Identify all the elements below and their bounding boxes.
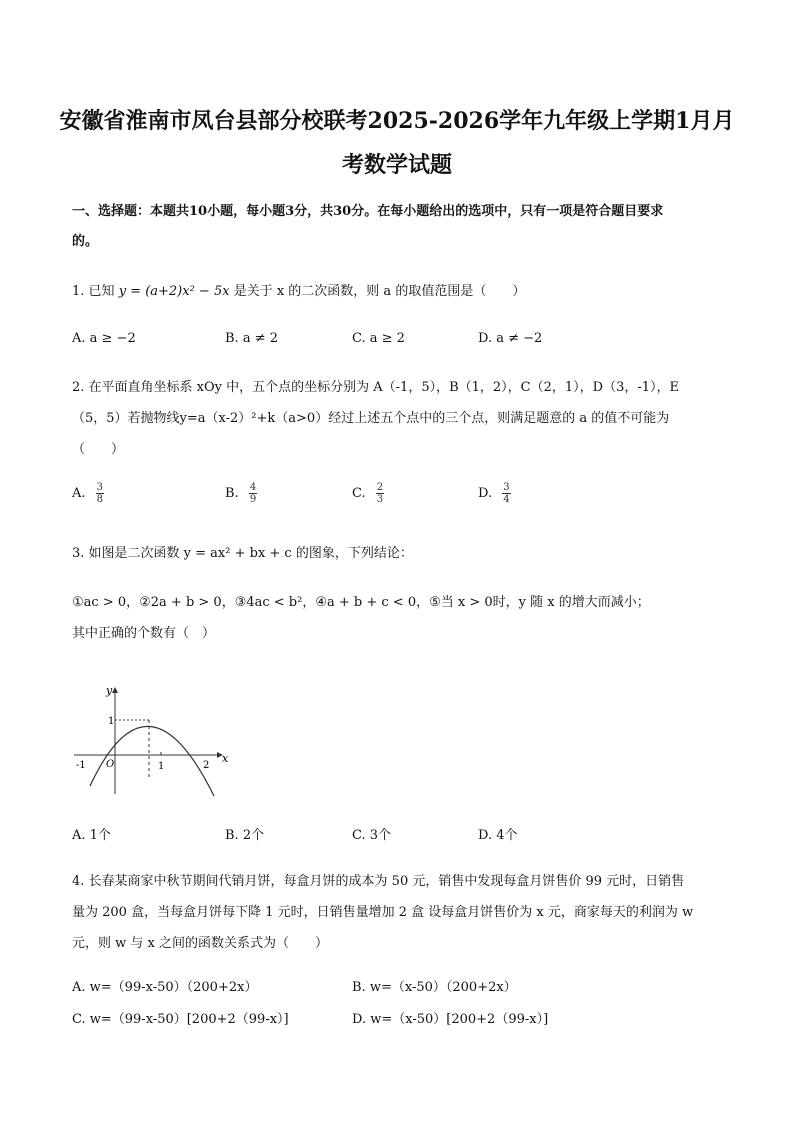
question-2-option-d-label: D. (478, 486, 493, 501)
x-axis-label: x (222, 752, 229, 765)
document-title-line-1: 安徽省淮南市凤台县部分校联考2025-2026学年九年级上学期1月月 (59, 108, 735, 134)
question-1-option-d[interactable]: D. a ≠ −2 (478, 331, 543, 346)
question-2-option-c-fraction (376, 482, 384, 505)
question-2-option-b-label: B. (225, 486, 239, 501)
question-2-line-3: （ ） (72, 442, 125, 457)
fraction-denominator: 3 (376, 494, 384, 505)
question-2-option-a[interactable] (72, 482, 104, 505)
fraction-numerator: 4 (249, 482, 257, 493)
document-title-line-2: 考数学试题 (341, 152, 452, 178)
question-4-line-2: 量为 200 盒，当每盒月饼每下降 1 元时，日销售量增加 2 盒 设每盒月饼售价为 x 元，商家每天的利润为 w (72, 905, 694, 920)
question-2-line-1: 2. 在平面直角坐标系 xOy 中，五个点的坐标分别为 A（-1，5），B（1，2），C（2，1），D（3，-1），E (72, 380, 680, 395)
question-2-option-d-fraction (502, 482, 510, 505)
question-2-option-a-label: A. (72, 486, 86, 501)
question-4-line-1: 4. 长春某商家中秋节期间代销月饼，每盒月饼的成本为 50 元，销售中发现每盒月饼售价 99 元时，日销售 (72, 874, 685, 889)
origin-label: O (106, 759, 115, 770)
question-3-option-c[interactable]: C. 3个 (352, 828, 392, 843)
question-2-option-c[interactable] (352, 482, 384, 505)
fraction-denominator: 4 (503, 494, 510, 505)
question-2-option-b-fraction (249, 482, 257, 505)
fraction-numerator: 3 (96, 482, 104, 493)
question-1-option-c[interactable]: C. a ≥ 2 (352, 331, 405, 346)
fraction-denominator: 9 (249, 494, 257, 505)
fraction-numerator: 2 (376, 482, 384, 493)
tick-label-x2: 2 (203, 760, 210, 771)
question-1-stem (72, 280, 525, 299)
y-axis-label: y (106, 684, 113, 697)
question-2-option-b[interactable] (225, 482, 257, 505)
question-3-option-d[interactable]: D. 4个 (478, 828, 518, 843)
section-heading-line-2: 的。 (72, 234, 99, 249)
question-3-option-a[interactable]: A. 1个 (72, 828, 111, 843)
question-3-line-3: 其中正确的个数有（ ） (72, 626, 216, 641)
question-2-option-a-fraction (96, 482, 104, 505)
question-1-suffix: 是关于 x 的二次函数，则 a 的取值范围是（ ） (233, 284, 526, 299)
question-2-line-2: （5，5）若抛物线y=a（x-2）²+k（a>0）经过上述五个点中的三个点，则满足题意的 a 的值不可能为 (72, 411, 670, 426)
parabola-graph (70, 680, 240, 800)
question-1-prefix: 1. 已知 (72, 284, 115, 299)
question-1-option-b[interactable]: B. a ≠ 2 (225, 331, 278, 346)
fraction-denominator: 8 (96, 494, 104, 505)
question-3-option-b[interactable]: B. 2个 (225, 828, 265, 843)
section-heading (72, 197, 732, 257)
question-2-option-c-label: C. (352, 486, 366, 501)
question-4-option-c[interactable]: C. w=（99-x-50）[200+2（99-x）] (72, 1012, 289, 1027)
question-1-formula: y = (a+2)x² − 5x (118, 284, 230, 299)
question-3-line-2: ①ac > 0，②2a + b > 0，③4ac < b²，④a + b + c < 0，⑤当 x > 0时，y 随 x 的增大而减小； (72, 595, 650, 610)
question-4-option-d[interactable]: D. w=（x-50）[200+2（99-x）] (352, 1012, 549, 1027)
question-4-line-3: 元，则 w 与 x 之间的函数关系式为（ ） (72, 936, 328, 951)
fraction-numerator: 3 (503, 482, 510, 493)
question-2-option-d[interactable] (478, 482, 511, 505)
question-4-option-a[interactable]: A. w=（99-x-50）（200+2x） (72, 980, 258, 995)
tick-label-y1: 1 (108, 716, 115, 727)
tick-label-x1: 1 (158, 761, 165, 772)
question-3-line-1: 3. 如图是二次函数 y = ax² + bx + c 的图象，下列结论： (72, 546, 413, 561)
question-4-option-b[interactable]: B. w=（x-50）（200+2x） (352, 980, 517, 995)
tick-label-neg1: -1 (76, 760, 86, 771)
section-heading-line-1: 一、选择题：本题共10小题，每小题3分，共30分。在每小题给出的选项中，只有一项是符合题目要求 (72, 204, 664, 219)
question-1-option-a[interactable]: A. a ≥ −2 (72, 331, 136, 346)
